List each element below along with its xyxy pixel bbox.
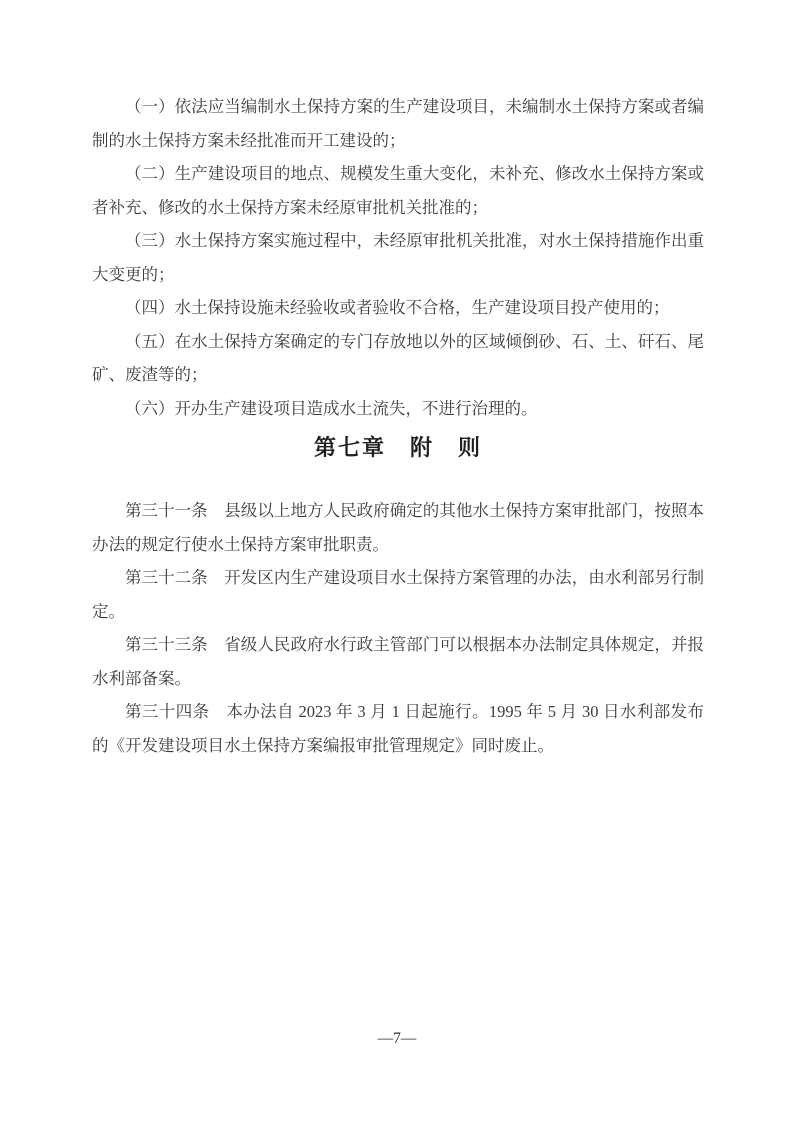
page-footer: [0, 1028, 794, 1050]
list-item-5: （五）在水土保持方案确定的专门存放地以外的区域倾倒砂、石、土、矸石、尾矿、废渣等的；: [92, 331, 704, 384]
document-content: [92, 0, 704, 762]
article-33: 第三十三条 省级人民政府水行政主管部门可以根据本办法制定具体规定，并报水利部备案。: [92, 635, 704, 688]
chapter-heading: 第七章 附 则: [313, 435, 482, 460]
list-item-6: （六）开办生产建设项目造成水土流失，不进行治理的。: [125, 398, 538, 418]
list-item-3: （三）水土保持方案实施过程中，未经原审批机关批准，对水土保持措施作出重大变更的；: [92, 231, 704, 284]
article-31: 第三十一条 县级以上地方人民政府确定的其他水土保持方案审批部门，按照本办法的规定行使水土保持方案审批职责。: [92, 501, 704, 554]
article-32: 第三十二条 开发区内生产建设项目水土保持方案管理的办法，由水利部另行制定。: [92, 568, 704, 621]
list-item-4: （四）水土保持设施未经验收或者验收不合格，生产建设项目投产使用的；: [125, 298, 670, 317]
list-item-1: （一）依法应当编制水土保持方案的生产建设项目，未编制水土保持方案或者编制的水土保持方案未经批准而开工建设的；: [92, 97, 704, 150]
list-item-2: （二）生产建设项目的地点、规模发生重大变化，未补充、修改水土保持方案或者补充、修改的水土保持方案未经原审批机关批准的；: [92, 164, 704, 217]
article-34: 第三十四条 本办法自 2023 年 3 月 1 日起施行。1995 年 5 月 30 日水利部发布的《开发建设项目水土保持方案编报审批管理规定》同时废止。: [92, 702, 704, 755]
page-number: —7—: [377, 1030, 417, 1047]
